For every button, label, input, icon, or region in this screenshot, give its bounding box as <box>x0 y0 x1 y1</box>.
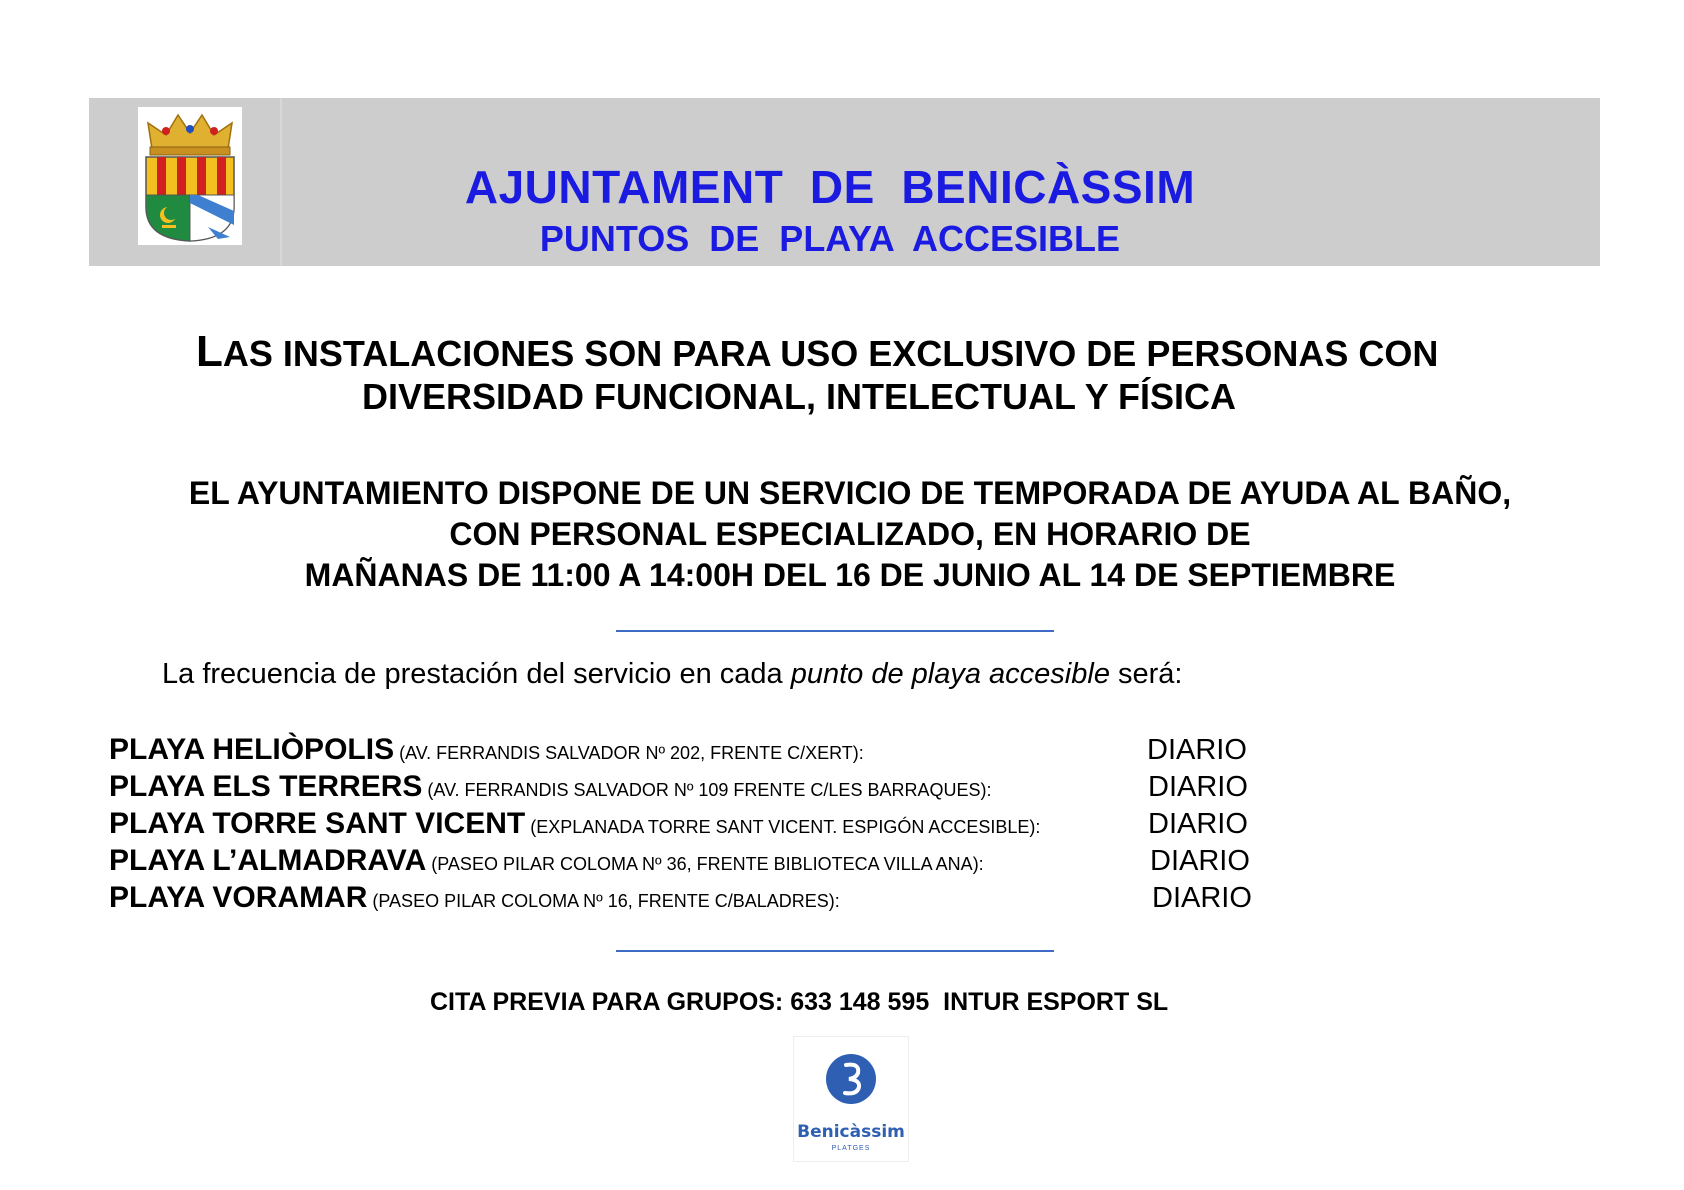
logo-subtext: PLATGES <box>831 1145 871 1152</box>
frequency-intro-italic: punto de playa accesible <box>790 658 1110 690</box>
notice-line-1-text: AS INSTALACIONES SON PARA USO EXCLUSIVO DE PERSONAS CON <box>222 333 1439 374</box>
beach-name: PLAYA L’ALMADRAVA <box>109 844 427 877</box>
beach-address: (PASEO PILAR COLOMA Nº 36, FRENTE BIBLIOTECA VILLA ANA): <box>426 854 984 874</box>
notice-line-1 <box>196 327 1438 377</box>
beach-address: (PASEO PILAR COLOMA Nº 16, FRENTE C/BALADRES): <box>367 891 840 911</box>
beach-frequency: DIARIO <box>1148 771 1248 803</box>
page-subtitle: PUNTOS DE PLAYA ACCESIBLE <box>539 218 1121 259</box>
divider-bottom <box>616 950 1054 952</box>
header-divider <box>280 98 282 266</box>
service-line-2: CON PERSONAL ESPECIALIZADO, EN HORARIO DE <box>449 516 1251 552</box>
beach-row <box>109 844 984 881</box>
benicassim-logo <box>793 1036 909 1162</box>
appointment-info: CITA PREVIA PARA GRUPOS: 633 148 595 INTUR ESPORT SL <box>430 988 1169 1016</box>
beach-address: (AV. FERRANDIS SALVADOR Nº 202, FRENTE C/XERT): <box>394 743 864 763</box>
beach-row <box>109 770 991 807</box>
frequency-intro-text: La frecuencia de prestación del servicio en cada <box>162 658 791 690</box>
beach-name: PLAYA HELIÒPOLIS <box>109 733 395 766</box>
page-title: AJUNTAMENT DE BENICÀSSIM <box>464 161 1196 213</box>
notice-initial: L <box>196 327 223 376</box>
beach-row <box>109 733 864 770</box>
beach-frequency: DIARIO <box>1152 882 1252 914</box>
beach-row <box>109 807 1040 844</box>
beach-frequency: DIARIO <box>1148 808 1248 840</box>
frequency-intro-end: será: <box>1109 658 1183 690</box>
service-line-1: EL AYUNTAMIENTO DISPONE DE UN SERVICIO DE TEMPORADA DE AYUDA AL BAÑO, <box>188 475 1512 511</box>
coat-of-arms-icon <box>138 107 242 245</box>
divider-top <box>616 630 1054 632</box>
beach-address: (EXPLANADA TORRE SANT VICENT. ESPIGÓN ACCESIBLE): <box>525 817 1041 837</box>
notice-line-2: DIVERSIDAD FUNCIONAL, INTELECTUAL Y FÍSICA <box>362 376 1237 417</box>
beach-row <box>109 881 840 918</box>
beach-name: PLAYA VORAMAR <box>109 881 368 914</box>
beach-frequency: DIARIO <box>1150 845 1250 877</box>
service-description <box>90 473 1610 596</box>
beach-name: PLAYA ELS TERRERS <box>109 770 423 803</box>
beach-address: (AV. FERRANDIS SALVADOR Nº 109 FRENTE C/LES BARRAQUES): <box>422 780 992 800</box>
beach-frequency: DIARIO <box>1147 734 1247 766</box>
service-line-3: MAÑANAS DE 11:00 A 14:00H DEL 16 DE JUNIO AL 14 DE SEPTIEMBRE <box>304 557 1396 593</box>
frequency-intro <box>162 658 1182 691</box>
beach-name: PLAYA TORRE SANT VICENT <box>109 807 526 840</box>
logo-text: Benicàssim <box>797 1122 905 1142</box>
